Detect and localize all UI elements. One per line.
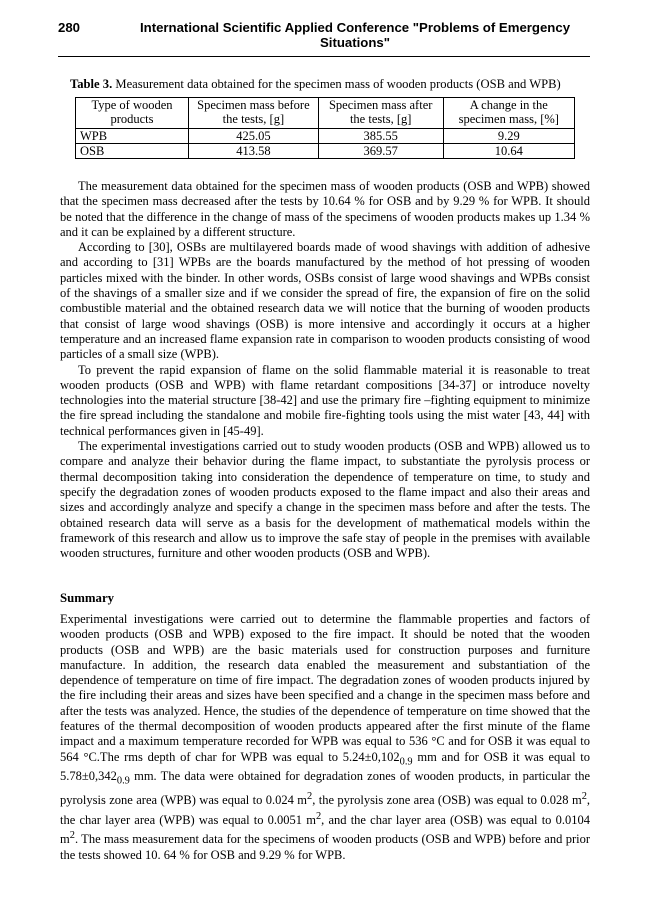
table-cell: OSB [76,144,189,159]
table-cell: 385.55 [318,129,443,144]
summary-superscript: 2 [307,791,313,803]
summary-text: mm and for OSB it was equal to 5.78±0,342 [60,749,590,784]
summary-superscript: 2 [315,810,322,822]
table-row [76,129,575,144]
table-caption-label: Table 3. [70,77,113,91]
table-caption [70,77,561,92]
table-cell: 369.57 [318,144,443,159]
measurement-table [75,97,575,159]
summary-superscript: 2 [581,791,587,803]
body-section [60,179,590,561]
column-header: A change in the specimen mass, [%] [443,98,574,129]
summary-subscript: 0.9 [116,775,130,787]
summary-text: mm. The data were obtained for degradation zones of wooden products, in particular the pyrolysis zone area (WPB) was equal to 0.024 m [60,769,590,808]
table-cell: WPB [76,129,189,144]
table-cell: 425.05 [189,129,319,144]
summary-section [60,612,590,863]
table-cell: 10.64 [443,144,574,159]
header-rule [58,56,590,57]
summary-text: , the pyrolysis zone area (OSB) was equal to 0.028 m [312,793,582,808]
summary-paragraph [60,612,590,863]
body-paragraph: The measurement data obtained for the specimen mass of wooden products (OSB and WPB) showed that the specimen mass decreased after the tests by 10.64 % for OSB and by 9.29 % for WPB. It should be noted that the difference in the change of mass of the specimens of wooden products makes up 1.34 % and it can be explained by a different structure. [60,179,590,239]
summary-heading: Summary [60,591,115,605]
summary-text: , the char layer area (WPB) was equal to 0.0051 m [60,793,591,827]
table-cell: 9.29 [443,129,574,144]
table-cell: 413.58 [189,144,319,159]
conference-title: International Scientific Applied Conference "Problems of Emergency Situations" [139,20,571,50]
column-header: Specimen mass after the tests, [g] [318,98,443,129]
body-paragraph: To prevent the rapid expansion of flame on the solid flammable material it is reasonable to treat wooden products (OSB and WPB) with flame retardant compositions [34-37] or introduce novelty technologies into the material structure [38-42] and use the primary fire –fighting equipment to minimize the fire spread including the standalone and mobile fire-fighting tools using the mist water [43, 44] with technical performances given in [45-49]. [60,362,590,438]
table-caption-text: Measurement data obtained for the specimen mass of wooden products (OSB and WPB) [112,77,561,91]
table-header-row [76,98,575,129]
column-header: Type of wooden products [76,98,189,129]
summary-superscript: 2 [69,830,75,842]
summary-subscript: 0.9 [399,756,413,768]
summary-text: Experimental investigations were carried out to determine the flammable properties and factors of wooden products (OSB and WPB) exposed to the fire impact. It should be noted that the wooden products (OSB and WPB) are the basic materials used for construction purposes and furniture manufacture. In addition, the research data enabled the measurement and substantiation of the dependence of temperature on time of fire impact. The degradation zones of wooden products injured by the fire including their areas and sizes have been specified and a change in the specimen mass before and after the tests was analyzed. Hence, the studies of the dependence of temperature on time showed that the features of the thermal decomposition of wooden products appeared after the first minute of the flame impact and a maximum temperature recorded for WPB was equal to 536 °C and for OSB it was equal to 564 °C.The rms depth of char for WPB was equal to 5.24±0,102 [60,612,590,764]
body-paragraph: According to [30], OSBs are multilayered boards made of wood shavings with addition of adhesive and according to [31] WPBs are the boards manufactured by the method of hot pressing of wooden particles mixed with the binder. In other words, OSBs consist of large wood shavings and WPBs consist of the shavings of a smaller size and if we consider the spread of fire, the expansion of fire on the solid combustible material and the obtained research data we will notice that the burning of wooden products that consist of large wood shavings (OSB) is more intensive and accordingly it occurs at a higher temperature and an increased flame expansion rate in comparison to wooden products consisting of wood particles of a small size (WPB). [60,240,590,362]
summary-text: , and the char layer area (OSB) was equal to 0.0104 m [60,812,590,847]
page-number: 280 [58,20,81,35]
body-paragraph: The experimental investigations carried out to study wooden products (OSB and WPB) allowed us to compare and analyze their behavior during the flame impact, to substantiate the pyrolysis process or thermal decomposition taking into consideration the dependence of temperature on time, to study and specify the degradation zones of wooden products exposed to the flame impact and also their areas and sizes and accordingly analyze and specify a change in the specimen mass before and after the tests. The obtained research data will serve as a basis for the development of mathematical models within the framework of this research and allow us to improve the safe stay of people in the premises with available wooden structures, furniture and other wooden products (OSB and WPB). [60,439,590,561]
summary-text: . The mass measurement data for the specimens of wooden products (OSB and WPB) before and prior the tests showed 10. 64 % for OSB and 9.29 % for WPB. [60,832,590,862]
column-header: Specimen mass before the tests, [g] [189,98,319,129]
table-row [76,144,575,159]
